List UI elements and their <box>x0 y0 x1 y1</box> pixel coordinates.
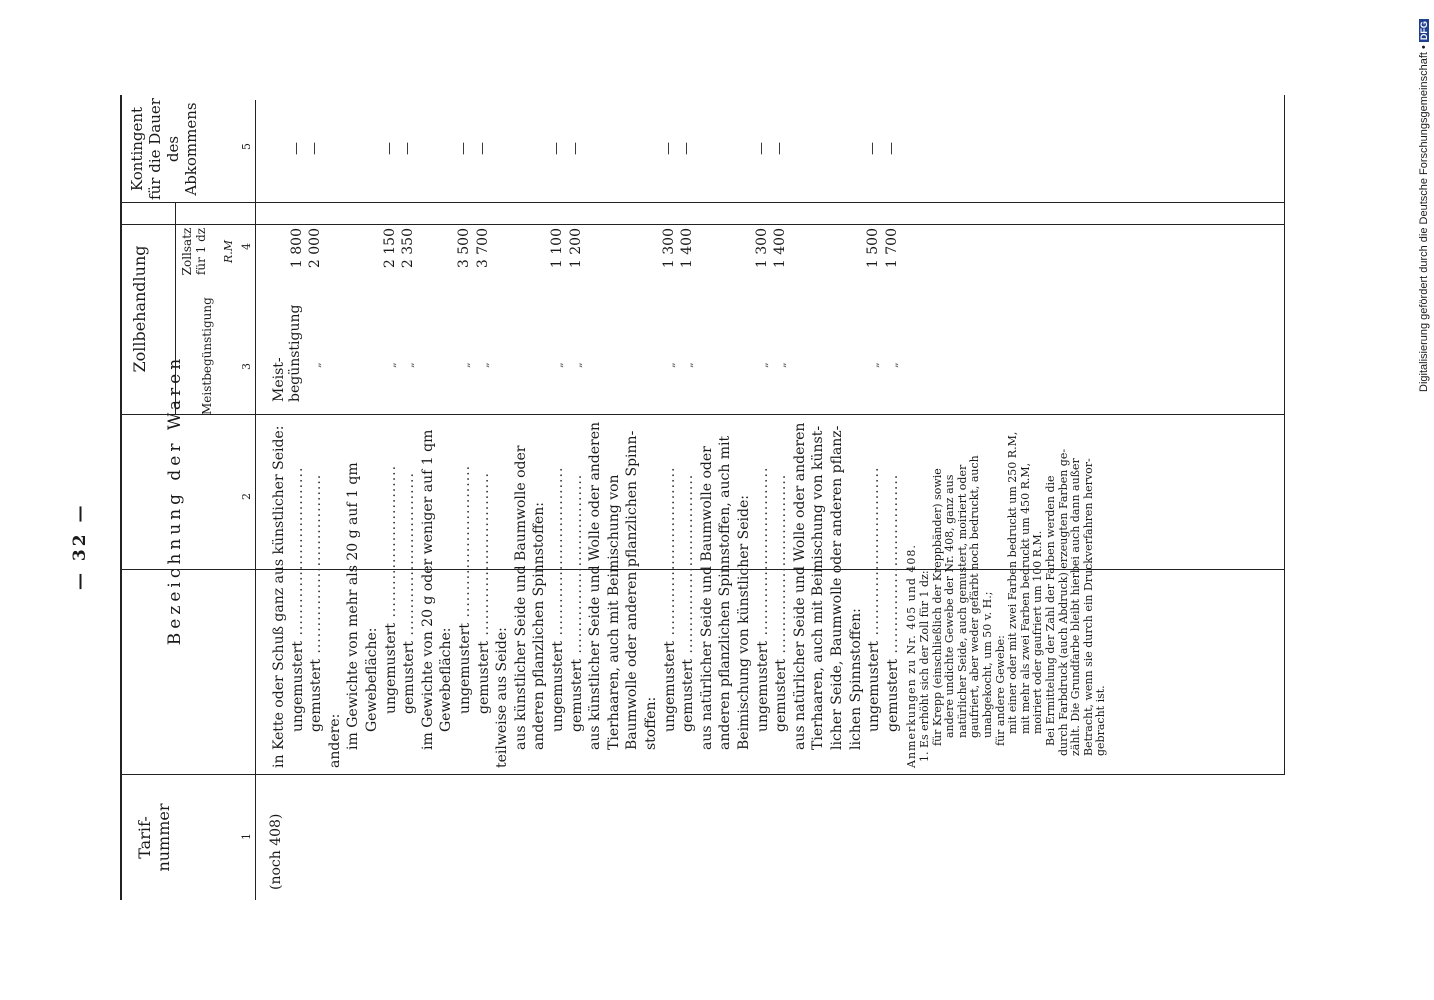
row-label: im Gewichte von 20 g oder weniger auf 1 qm <box>419 429 436 750</box>
leader-dots: ............................... <box>550 466 566 641</box>
zollsatz-cell: 1 300 <box>660 228 677 269</box>
table-row <box>698 446 716 750</box>
row-label: Gewebefläche: <box>438 627 455 732</box>
table-row <box>884 474 902 732</box>
row-label: gemustert <box>475 641 492 714</box>
kontingent-cell: — <box>288 142 304 155</box>
leader-dots: ............................ <box>457 464 473 623</box>
notes-heading: Anmerkungen zu Nr. 405 und 408. <box>905 544 919 768</box>
leader-dots: ............................... <box>289 466 306 641</box>
zollsatz-cell: 1 100 <box>549 228 565 269</box>
row-label: ungemustert <box>382 623 399 714</box>
leader-dots: .............................. <box>475 472 492 642</box>
col-number-5: 5 <box>240 143 253 150</box>
row-label: ungemustert <box>457 623 473 714</box>
row-label: andere: <box>326 713 343 768</box>
row-label: aus künstlicher Seide und Baumwolle oder <box>512 445 529 750</box>
table-row <box>791 423 809 750</box>
zollsatz-cell: 1 300 <box>753 228 770 269</box>
table-row <box>586 422 604 750</box>
meistbeguenstigung-cell: „ <box>663 362 677 368</box>
kontingent-cell: — <box>753 142 769 155</box>
header-zollsatz-unit: R.M <box>222 239 235 264</box>
notes-line: für Krepp (einschließlich der Kreppbänder) sowie <box>930 468 944 746</box>
notes-line: für andere Gewebe: <box>993 635 1007 746</box>
meistbeguenstigung-cell: „ <box>552 362 565 368</box>
row-label: aus künstlicher Seide und Wolle oder anderen <box>587 421 604 750</box>
zollsatz-cell: 3 500 <box>456 228 472 269</box>
table-row <box>847 608 865 750</box>
zollsatz-cell: 1 400 <box>679 228 696 269</box>
table-row <box>382 465 400 714</box>
leader-dots: ............................... <box>866 466 883 641</box>
kontingent-cell: — <box>400 142 416 155</box>
leader-dots: ................................. <box>773 473 790 660</box>
table-row <box>568 474 586 732</box>
zollsatz-cell: 1 500 <box>865 228 882 269</box>
meistbeguenstigung-cell: „ <box>886 362 900 368</box>
notes-line: zählt. Die Grundfarbe bleibt hierbei auch dann außer <box>1069 458 1083 756</box>
kontingent-cell: — <box>883 142 899 155</box>
row-label: gemustert <box>568 659 585 732</box>
header-kontingent: Kontingent für die Dauer des Abkommens <box>128 98 200 200</box>
meistbeguenstigung-cell: „ <box>403 362 417 368</box>
header-meistbeguenstigung: Meistbegünstigung <box>200 297 214 415</box>
row-label: teilweise aus Seide: <box>494 627 511 768</box>
kontingent-cell: — <box>660 142 676 155</box>
kontingent-cell: — <box>772 142 788 155</box>
meistbeguenstigung-cell: Meist- begünstigung <box>270 304 303 402</box>
kontingent-cell: — <box>679 142 695 155</box>
row-label: licher Seide, Baumwolle oder anderen pflanz- <box>829 425 845 750</box>
row-label: gemustert <box>773 659 790 732</box>
table-row <box>623 431 641 750</box>
table-bottom-rule <box>1284 95 1285 775</box>
leader-dots: ................................. <box>568 473 585 660</box>
notes-line: gaufriert, aber weder gefärbt noch bedruckt, auch <box>968 455 982 738</box>
zollsatz-cell: 2 150 <box>381 228 398 269</box>
notes-line: 1. Es erhöht sich der Zoll für 1 dz: <box>918 570 931 762</box>
zollsatz-cell: 1 400 <box>772 228 789 269</box>
table-row <box>289 467 307 732</box>
tariff-number: (noch 408) <box>268 813 284 890</box>
leader-dots: ................................. <box>884 473 901 660</box>
notes-line: moiriert oder gaufriert um 100 R.M. <box>1031 530 1045 734</box>
row-label: ungemustert <box>754 641 771 732</box>
row-label: stoffen: <box>643 696 659 750</box>
row-label: lichen Spinnstoffen: <box>847 608 864 750</box>
col-number-1: 1 <box>240 833 253 840</box>
notes-line: mit mehr als zwei Farben bedruckt um 450 R.M, <box>1018 462 1032 734</box>
col-divider-5 <box>120 202 1285 203</box>
header-tarifnummer: Tarif- nummer <box>135 803 173 872</box>
row-label: Gewebefläche: <box>364 627 380 732</box>
row-label: Tierhaaren, auch mit Beimischung von <box>605 474 622 750</box>
row-label: ungemustert <box>550 641 566 732</box>
leader-dots: ................................. <box>308 473 325 660</box>
leader-dots: ................................. <box>680 473 697 660</box>
row-label: gemustert <box>680 659 697 732</box>
table-row <box>530 502 548 750</box>
table-row <box>549 467 567 732</box>
meistbeguenstigung-cell: „ <box>775 362 789 368</box>
row-label: gemustert <box>884 659 901 732</box>
dfg-watermark-text: Digitalisierung gefördert durch die Deutsche Forschungsgemeinschaft • <box>1418 45 1430 392</box>
kontingent-cell: — <box>549 142 564 155</box>
row-label: Beimischung von künstlicher Seide: <box>736 495 752 750</box>
notes-line: durch Farbdruck (auch Abdruck) erzeugten Farben ge- <box>1056 448 1070 756</box>
zollsatz-cell: 2 000 <box>307 228 324 269</box>
table-row <box>326 714 344 768</box>
table-row <box>661 467 679 732</box>
notes-line: gebracht ist. <box>1094 685 1108 756</box>
table-row <box>512 446 530 750</box>
row-label: anderen pflanzlichen Spinnstoffen, auch mit <box>717 435 734 750</box>
row-label: aus natürlicher Seide und Wolle oder anderen <box>791 422 808 750</box>
meistbeguenstigung-cell: „ <box>868 362 882 368</box>
dfg-watermark <box>1418 0 1434 392</box>
meistbeguenstigung-cell: „ <box>570 362 584 368</box>
col-number-3: 3 <box>240 363 253 370</box>
leader-dots: ............................... <box>661 466 678 641</box>
table-row <box>679 474 697 732</box>
notes-line: Bei Ermittelung der Zahl der Farben werden die <box>1044 475 1057 746</box>
dfg-logo: DFG <box>1419 21 1429 41</box>
kontingent-cell: — <box>567 142 583 155</box>
col-number-2: 2 <box>240 493 253 500</box>
row-label: ungemustert <box>661 641 678 732</box>
meistbeguenstigung-cell: „ <box>384 362 398 368</box>
meistbeguenstigung-cell: „ <box>459 362 472 368</box>
header-zollbehandlung: Zollbehandlung <box>130 245 149 373</box>
kontingent-cell: — <box>381 142 397 155</box>
row-label: Baumwolle oder anderen pflanzlichen Spinn- <box>624 430 641 750</box>
row-label: anderen pflanzlichen Spinnstoffen: <box>531 502 548 750</box>
row-label: Tierhaaren, auch mit Beimischung von künst- <box>810 425 827 750</box>
row-label: gemustert <box>401 641 418 714</box>
zollsatz-cell: 1 800 <box>288 228 305 269</box>
table-row <box>344 462 362 750</box>
meistbeguenstigung-cell: „ <box>682 362 696 368</box>
notes-line: unabgekocht, um 50 v. H.; <box>981 591 994 738</box>
table-row <box>865 467 883 732</box>
notes-line: mit einer oder mit zwei Farben bedruckt um 250 R.M, <box>1006 431 1020 734</box>
zollsatz-cell: 3 700 <box>474 228 491 269</box>
table-row <box>456 465 474 714</box>
meistbeguenstigung-cell: „ <box>756 362 770 368</box>
table-row <box>419 430 437 750</box>
notes-line: natürlicher Seide, auch gemustert, moiriert oder <box>955 464 969 738</box>
row-label: im Gewichte von mehr als 20 g auf 1 qm <box>345 462 362 750</box>
table-row <box>754 467 772 732</box>
table-row <box>437 627 455 732</box>
header-bottom-rule <box>255 100 256 900</box>
kontingent-cell: — <box>307 142 323 155</box>
table-row <box>475 472 493 714</box>
table-row <box>605 474 623 750</box>
table-row <box>270 426 288 768</box>
row-label: ungemustert <box>866 641 883 732</box>
table-row <box>716 436 734 750</box>
header-bezeichnung: Bezeichnung der Waren <box>165 354 185 646</box>
leader-dots: .............................. <box>401 472 418 642</box>
row-label: aus natürlicher Seide und Baumwolle oder <box>698 446 715 750</box>
table-row <box>307 474 325 732</box>
col-divider-2 <box>120 774 1285 775</box>
col-divider-4 <box>120 414 1285 415</box>
kontingent-cell: — <box>474 142 490 155</box>
table-row <box>735 495 753 750</box>
header-zollsatz: Zollsatz für 1 dz <box>180 227 208 276</box>
row-label: in Kette oder Schuß ganz aus künstlicher Seide: <box>271 425 287 768</box>
row-label: gemustert <box>308 659 325 732</box>
leader-dots: ............................ <box>382 464 399 623</box>
page-number: — 32 — <box>70 502 90 590</box>
zollsatz-cell: 1 200 <box>567 228 584 269</box>
meistbeguenstigung-cell: „ <box>310 362 324 368</box>
table-top-rule <box>120 95 122 900</box>
meistbeguenstigung-cell: „ <box>477 362 491 368</box>
table-row <box>772 474 790 732</box>
col-divider-1 <box>120 224 1285 225</box>
table-row <box>493 627 511 768</box>
notes-line: andere undichte Gewebe der Nr. 408, ganz aus <box>943 474 957 738</box>
zollsatz-cell: 1 700 <box>883 228 900 269</box>
kontingent-cell: — <box>865 142 881 155</box>
kontingent-cell: — <box>456 142 471 155</box>
table-row <box>400 472 418 714</box>
col-number-4: 4 <box>240 243 253 250</box>
notes-line: Betracht, wenn sie durch ein Druckverfahren hervor- <box>1081 458 1095 756</box>
leader-dots: ............................... <box>754 466 771 641</box>
table-row <box>828 426 846 750</box>
table-row <box>642 697 660 750</box>
row-label: ungemustert <box>289 641 306 732</box>
table-row <box>809 426 827 750</box>
table-row <box>363 627 381 732</box>
zollsatz-cell: 2 350 <box>400 228 417 269</box>
